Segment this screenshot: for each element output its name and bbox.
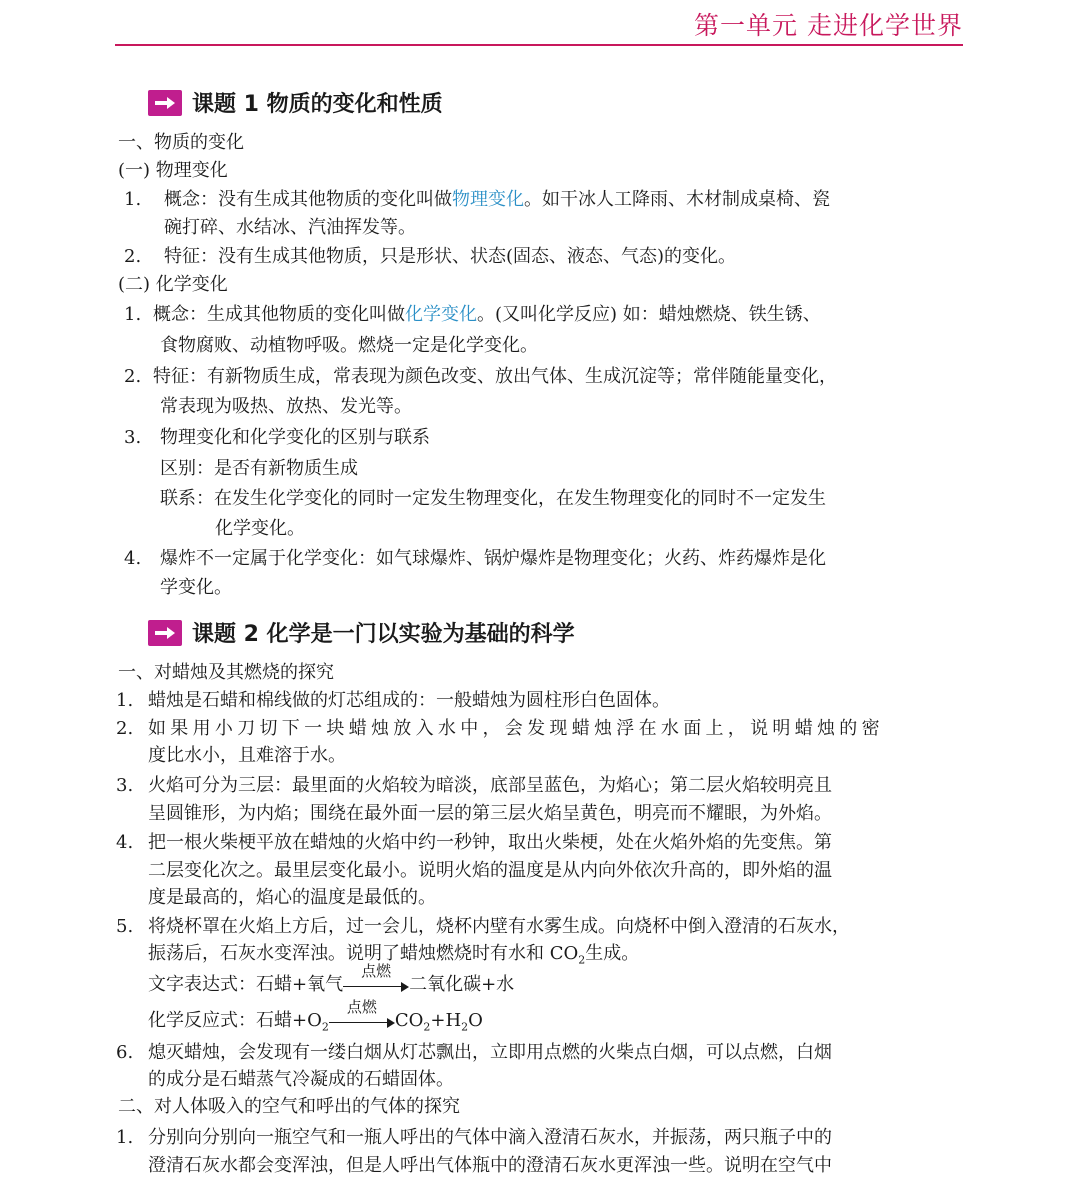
- paragraph-line: 将烧杯罩在火焰上方后，过一会儿，烧杯内壁有水雾生成。向烧杯中倒入澄清的石灰水，: [148, 916, 850, 937]
- section-heading: 一、对蜡烛及其燃烧的探究: [118, 662, 334, 683]
- paragraph-line: 熄灭蜡烛，会发现有一缕白烟从灯芯飘出，立即用点燃的火柴点白烟，可以点燃，白烟: [148, 1042, 832, 1063]
- subscript: 2: [578, 953, 586, 967]
- subscript: 2: [461, 1020, 469, 1034]
- paragraph-line: 物理变化和化学变化的区别与联系: [160, 427, 430, 448]
- paragraph-line: 化学变化。: [215, 518, 305, 539]
- reaction-condition: 点燃: [361, 962, 392, 980]
- item-number: 1.: [116, 1127, 134, 1148]
- paragraph-line: [153, 302, 821, 328]
- equation-left: 文字表达式：石蜡+氧气: [148, 974, 344, 995]
- section-heading: 一、物质的变化: [118, 132, 244, 153]
- topic-1-title: 课题 1 物质的变化和性质: [192, 92, 443, 117]
- equation-right: O: [468, 1010, 483, 1031]
- item-number: 2.: [116, 718, 134, 739]
- paragraph-line: 食物腐败、动植物呼吸。燃烧一定是化学变化。: [160, 335, 538, 356]
- paragraph-line: 爆炸不一定属于化学变化：如气球爆炸、锅炉爆炸是物理变化；火药、炸药爆炸是化: [160, 548, 826, 569]
- reaction-condition: 点燃: [346, 998, 377, 1016]
- reaction-arrow: [329, 998, 395, 1034]
- arrow-right-icon: [148, 90, 182, 116]
- paragraph-line: 澄清石灰水都会变浑浊，但是人呼出气体瓶中的澄清石灰水更浑浊一些。说明在空气中: [148, 1155, 832, 1176]
- item-number: 6.: [116, 1042, 134, 1063]
- paragraph-line: 把一根火柴梗平放在蜡烛的火焰中约一秒钟，取出火柴梗，处在火焰外焰的先变焦。第: [148, 832, 832, 853]
- subscript: 2: [423, 1020, 431, 1034]
- equation-left: 化学反应式：石蜡+O: [148, 1010, 322, 1031]
- item-number: 1.: [124, 189, 142, 210]
- text: 生成。: [585, 943, 640, 964]
- topic-2-heading: [148, 617, 575, 648]
- item-number: 1.: [116, 690, 134, 711]
- text: 振荡后，石灰水变浑浊。说明了蜡烛燃烧时有水和 CO: [148, 943, 579, 964]
- item-number: 4.: [116, 832, 134, 853]
- paragraph-line: 度比水小，且难溶于水。: [148, 745, 346, 766]
- term-highlight: 化学变化: [405, 304, 477, 325]
- paragraph-line: 区别：是否有新物质生成: [160, 458, 358, 479]
- subsection-heading: (一) 物理变化: [118, 160, 228, 181]
- topic-1-heading: [148, 87, 443, 118]
- text: 概念：没有生成其他物质的变化叫做: [164, 189, 452, 210]
- item-number: 3.: [124, 427, 142, 448]
- chemical-equation: [148, 998, 483, 1041]
- text: 。(又叫化学反应) 如：蜡烛燃烧、铁生锈、: [477, 304, 821, 325]
- paragraph-line: 如果用小刀切下一块蜡烛放入水中，会发现蜡烛浮在水面上，说明蜡烛的密: [148, 718, 884, 739]
- paragraph-line: 的成分是石蜡蒸气冷凝成的石蜡固体。: [148, 1069, 454, 1090]
- paragraph-line: [164, 187, 830, 213]
- paragraph-line: 联系：在发生化学变化的同时一定发生物理变化，在发生物理变化的同时不一定发生: [160, 488, 826, 509]
- paragraph-line: 常表现为吸热、放热、发光等。: [160, 396, 412, 417]
- item-number: 1.: [124, 304, 142, 325]
- paragraph-line: 二层变化次之。最里层变化最小。说明火焰的温度是从内向外依次升高的，即外焰的温: [148, 860, 832, 881]
- topic-2-title: 课题 2 化学是一门以实验为基础的科学: [192, 622, 575, 647]
- item-number: 5.: [116, 916, 134, 937]
- paragraph-line: 碗打碎、水结冰、汽油挥发等。: [164, 217, 416, 238]
- paragraph-line: 火焰可分为三层：最里面的火焰较为暗淡，底部呈蓝色，为焰心；第二层火焰较明亮且: [148, 775, 832, 796]
- text: 。如干冰人工降雨、木材制成桌椅、瓷: [524, 189, 830, 210]
- item-number: 4.: [124, 548, 142, 569]
- paragraph-line: 学变化。: [160, 577, 232, 598]
- subscript: 2: [321, 1020, 329, 1034]
- section-heading: 二、对人体吸入的空气和呼出的气体的探究: [118, 1096, 460, 1117]
- paragraph-line: 蜡烛是石蜡和棉线做的灯芯组成的：一般蜡烛为圆柱形白色固体。: [148, 690, 670, 711]
- text: 概念：生成其他物质的变化叫做: [153, 304, 405, 325]
- equation-right: 二氧化碳+水: [409, 974, 515, 995]
- unit-title: 第一单元 走进化学世界: [694, 11, 963, 40]
- item-number: 3.: [116, 775, 134, 796]
- term-highlight: 物理变化: [452, 189, 524, 210]
- paragraph-line: 特征：没有生成其他物质，只是形状、状态(固态、液态、气态)的变化。: [164, 246, 737, 267]
- paragraph-line: 特征：有新物质生成，常表现为颜色改变、放出气体、生成沉淀等；常伴随能量变化，: [153, 366, 837, 387]
- paragraph-line: 分别向分别向一瓶空气和一瓶人呼出的气体中滴入澄清石灰水，并振荡，两只瓶子中的: [148, 1127, 832, 1148]
- item-number: 2.: [124, 246, 142, 267]
- page-header: [115, 0, 963, 46]
- equation-right: +H: [430, 1010, 462, 1031]
- equation-right: CO: [394, 1010, 424, 1031]
- paragraph-line: 呈圆锥形，为内焰；围绕在最外面一层的第三层火焰呈黄色，明亮而不耀眼，为外焰。: [148, 803, 832, 824]
- paragraph-line: 度是最高的，焰心的温度是最低的。: [148, 887, 436, 908]
- arrow-right-icon: [148, 620, 182, 646]
- subsection-heading: (二) 化学变化: [118, 274, 228, 295]
- item-number: 2.: [124, 366, 142, 387]
